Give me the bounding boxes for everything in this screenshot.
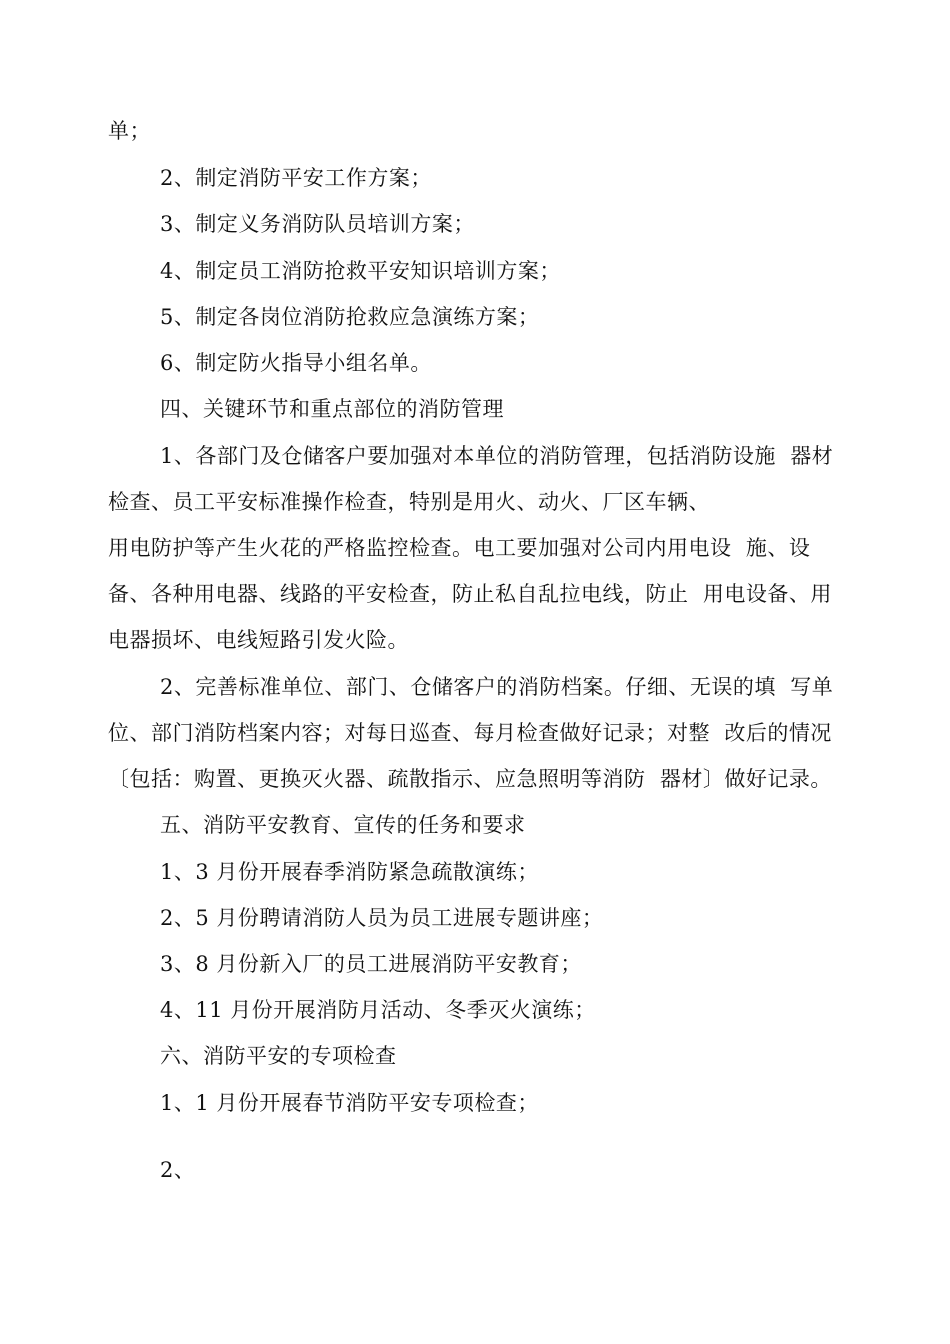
text-line: 位、部门消防档案内容；对每日巡查、每月检查做好记录；对整 改后的情况 [108, 721, 832, 745]
section-heading: 六、消防平安的专项检查 [160, 1044, 397, 1068]
text-line: 电器损坏、电线短路引发火险。 [108, 628, 409, 652]
text-line: 5、制定各岗位消防抢救应急演练方案； [160, 305, 540, 329]
text-line: 单； [108, 119, 151, 143]
text-line: 1、3 月份开展春季消防紧急疏散演练； [160, 860, 539, 884]
text-line: 2、制定消防平安工作方案； [160, 166, 432, 190]
text-line: 备、各种用电器、线路的平安检查，防止私自乱拉电线，防止 用电设备、用 [108, 582, 832, 606]
text-line: 4、11 月份开展消防月活动、冬季灭火演练； [160, 998, 596, 1022]
text-line: 1、各部门及仓储客户要加强对本单位的消防管理，包括消防设施 器材 [160, 444, 834, 468]
text-line: 〔包括：购置、更换灭火器、疏散指示、应急照明等消防 器材〕做好记录。 [108, 767, 832, 791]
text-line: 1、1 月份开展春节消防平安专项检查； [160, 1091, 539, 1115]
text-line: 3、8 月份新入厂的员工进展消防平安教育； [160, 952, 582, 976]
text-line: 检查、员工平安标准操作检查，特别是用火、动火、厂区车辆、 [108, 490, 710, 514]
text-line: 3、制定义务消防队员培训方案； [160, 212, 475, 236]
text-line: 2、 [160, 1158, 196, 1182]
text-line: 用电防护等产生火花的严格监控检查。电工要加强对公司内用电设 施、设 [108, 536, 811, 560]
text-line: 2、完善标准单位、部门、仓储客户的消防档案。仔细、无误的填 写单 [160, 675, 834, 699]
text-line: 2、5 月份聘请消防人员为员工进展专题讲座； [160, 906, 604, 930]
section-heading: 五、消防平安教育、宣传的任务和要求 [160, 813, 526, 837]
text-line: 6、制定防火指导小组名单。 [160, 351, 432, 375]
text-line: 4、制定员工消防抢救平安知识培训方案； [160, 259, 561, 283]
section-heading: 四、关键环节和重点部位的消防管理 [160, 397, 504, 421]
